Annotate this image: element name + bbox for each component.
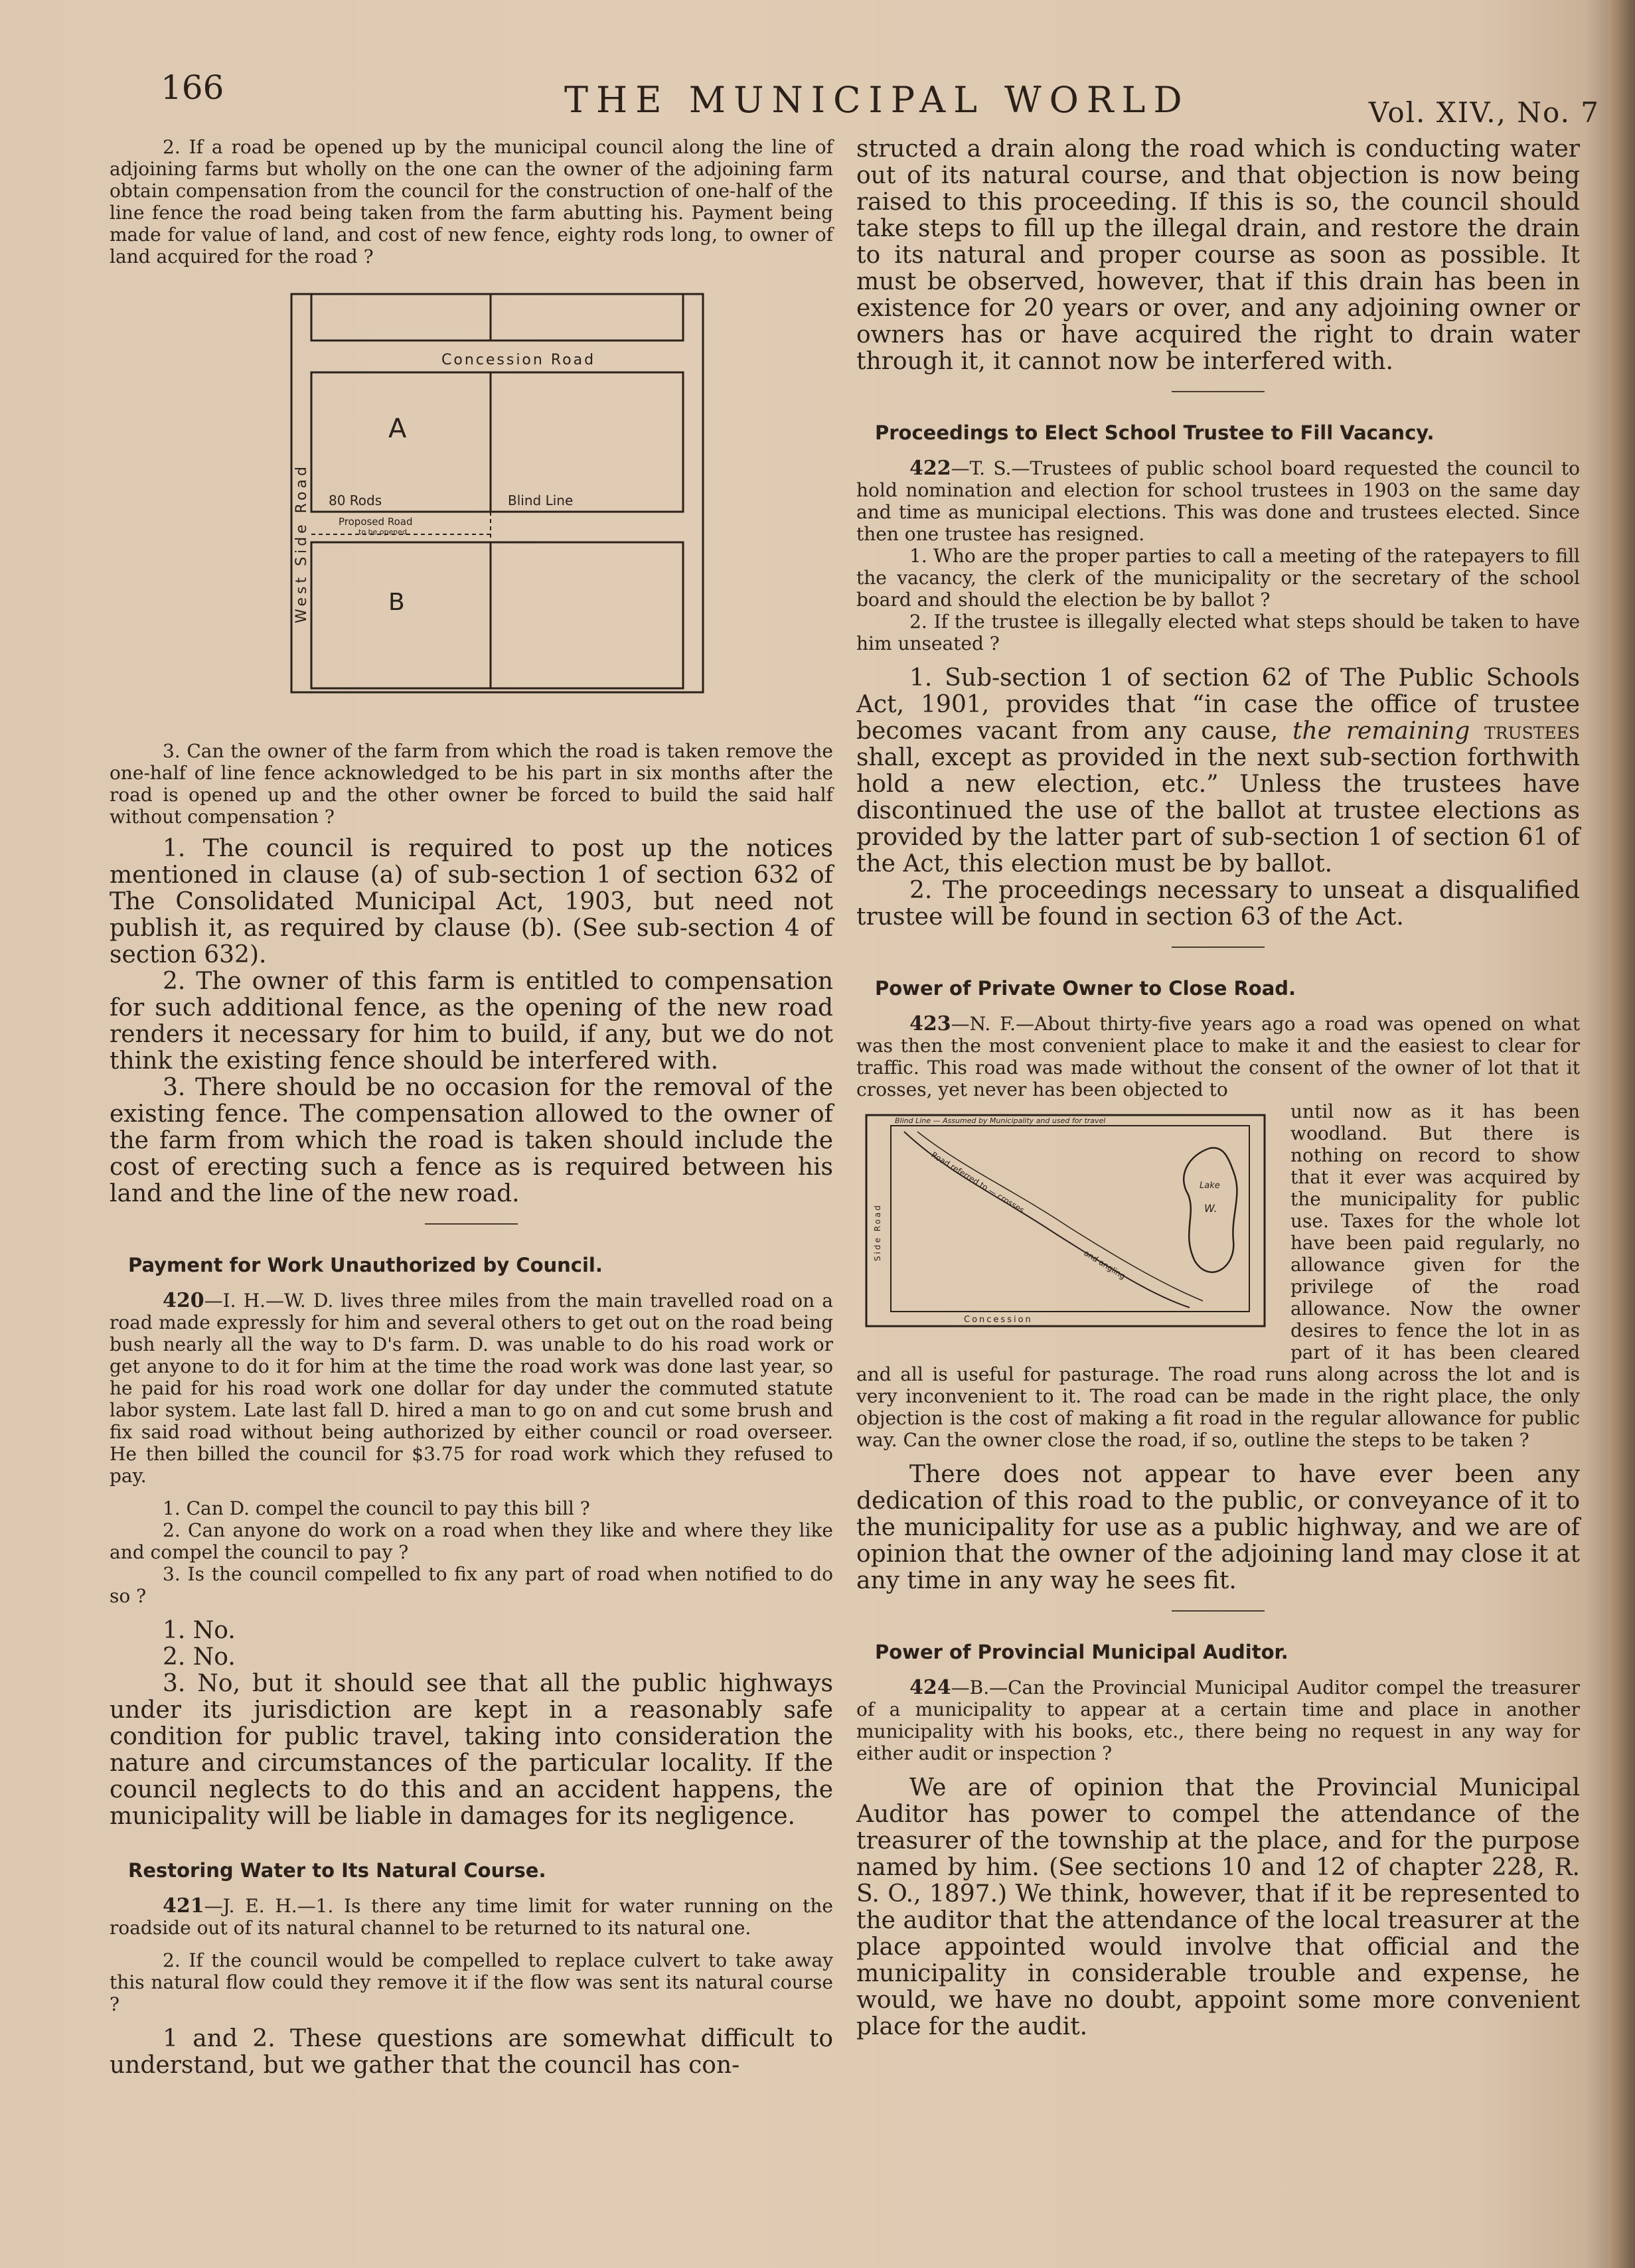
farm-b-label: B: [388, 589, 405, 616]
lot-a-east: [491, 372, 683, 512]
proposed-road-label: Proposed Road: [339, 516, 413, 528]
query-422: [856, 457, 1580, 545]
lake-w-label: W.: [1204, 1202, 1217, 1215]
book-spine: [1608, 0, 1635, 2268]
farm-diagram: [289, 291, 714, 716]
answer-420-1: 1. No.: [163, 1617, 236, 1644]
road-map-diagram: [864, 1102, 1276, 1344]
lake-label: Lake: [1200, 1181, 1220, 1191]
answer-423: There does not appear to have ever been any dedication of this road to the public, or conveyance of it to the municipality for use as a public highway, and we are of opinion that the owner of the adjoining land may close it at any time in any way he sees fit.: [856, 1461, 1580, 1594]
section-divider: [425, 1223, 518, 1225]
heading-420: Payment for Work Unauthorized by Council.: [128, 1254, 603, 1276]
west-side-road-label: West Side Road: [293, 463, 310, 623]
left-column: [110, 136, 833, 2079]
section-divider: [1172, 1610, 1265, 1612]
road-referred-label: Road referred to — crosses: [929, 1150, 1026, 1215]
page-number: 166: [161, 68, 224, 107]
answer-421: 1 and 2. These questions are somewhat difficult to understand, but we gather that the council has con-: [110, 2025, 833, 2079]
query-text-422: —T. S.—Trustees of public school board requested the council to hold nomination and election for school trustees in 1903 on the same day and time as municipal elections. This was done and trustees elected. Since then one trustee has resigned.: [856, 457, 1580, 545]
heading-423: Power of Private Owner to Close Road.: [875, 977, 1296, 1000]
answer-421-continued: structed a drain along the road which is conducting water out of its natural course, and that objection is now being raised to this proceeding. If this is so, the council should take steps to fill up the illegal drain, and restore the drain to its natural and proper course as soon as possible. It must be observed, however, that if this drain has been in existence for 20 years or over, and any adjoining owner or owners has or have acquired the right to drain water through it, it cannot now be interfered with.: [856, 135, 1580, 375]
query-number-421: 421: [163, 1894, 204, 1918]
query-424: [856, 1677, 1580, 1764]
query-number-423: 423: [909, 1012, 951, 1035]
answer-2: 2. The owner of this farm is entitled to compensation for such additional fence, as the opening of the new road renders it necessary for him to build, if any, but we do not think the existing fence should be interfered with.: [110, 968, 833, 1075]
query-number-424: 424: [909, 1676, 951, 1699]
question-420-3: 3. Is the council compelled to fix any part of road when notified to do so ?: [110, 1563, 833, 1607]
heading-424: Power of Provincial Municipal Auditor.: [875, 1641, 1288, 1663]
right-column: [856, 136, 1580, 2040]
query-number-420: 420: [163, 1289, 204, 1312]
query-421: [110, 1895, 833, 1939]
question-420-1: 1. Can D. compel the council to pay this bill ?: [163, 1497, 590, 1519]
page-header: [153, 63, 1600, 129]
answer-422-1: [856, 665, 1580, 877]
map-border: [866, 1115, 1265, 1326]
answer-420-2: 2. No.: [163, 1643, 236, 1671]
answer-422-1-part-b: shall, except as provided in the next sub-section forthwith hold a new election, etc.” Unless the trustees have discontinued the use of the ballot at trustee elections as provided by the latter part of sub-section 1 of section 61 of the Act, this election must be by ballot.: [856, 744, 1580, 877]
and-angling-label: and angling: [1082, 1248, 1127, 1282]
blind-line-label: Blind Line: [508, 492, 574, 508]
question-422-2: 2. If the trustee is illegally elected what steps should be taken to have him unseated ?: [856, 611, 1580, 654]
question-421-2: 2. If the council would be compelled to replace culvert to take away this natural flow could they remove it if the flow was sent its natural course ?: [110, 1949, 833, 2015]
answer-422-1-emphasis: the remaining: [1292, 718, 1470, 745]
rods-label: 80 Rods: [329, 492, 382, 508]
query-text-420: —I. H.—W. D. lives three miles from the main travelled road on a road made expressly for him and several others to get out on the road being bush nearly all the way to D's farm. D. was unable to do his road work or get anyone to do it for him at the time the road work was done last year, so he paid for his road work one dollar for day under the commuted statute labor system. Late last fall D. hired a man to go on and cut some brush and fix said road without being authorized by either council or road overseer. He then billed the council for $3.75 for road work which they refused to pay.: [110, 1290, 833, 1487]
side-road-map-label: Side Road: [873, 1203, 882, 1261]
section-divider: [1172, 391, 1265, 392]
answer-420-3: 3. No, but it should see that all the public highways under its jurisdiction are kept in a reasonably safe condition for public travel, taking into consideration the nature and circumstances of the particular locality. If the council neglects to do this and an accident happens, the municipality will be liable in damages for its negligence.: [110, 1670, 833, 1830]
concession-map-label: Concession: [964, 1315, 1033, 1325]
heading-421: Restoring Water to Its Natural Course.: [128, 1859, 546, 1882]
query-423: [856, 1013, 1580, 1100]
top-lot-right: [491, 294, 683, 340]
farm-a-label: A: [388, 414, 407, 444]
query-text-421: —J. E. H.—1. Is there any time limit for water running on the roadside out of its natural channel to be returned to its natural one.: [110, 1895, 833, 1939]
road-path-edge: [917, 1132, 1203, 1301]
answer-422-1-part-a: 1. Sub-section 1 of section 62 of The Public Schools Act, 1901, provides that “in case the office of trustee becomes vacant from any cause,: [856, 664, 1580, 745]
section-divider: [1172, 946, 1265, 948]
question-2: 2. If a road be opened up by the municipal council along the line of adjoining farms but wholly on the one can the owner of the adjoining farm obtain compensation from the council for the construction of one-half of the line fence the road being taken from the farm abutting his. Payment being made for value of land, and cost of new fence, eighty rods long, to owner of land acquired for the road ?: [110, 136, 833, 267]
answer-422-2: 2. The proceedings necessary to unseat a disqualified trustee will be found in section 63 of the Act.: [856, 877, 1580, 931]
query-number-422: 422: [909, 457, 951, 480]
answer-3: 3. There should be no occasion for the removal of the existing fence. The compensation allowed to the owner of the farm from which the road is taken should include the cost of erecting such a fence as is required between his land and the line of the new road.: [110, 1074, 833, 1207]
heading-422: Proceedings to Elect School Trustee to Fill Vacancy.: [875, 421, 1435, 444]
map-inner-border: [891, 1126, 1249, 1312]
query-text-423-a: —N. F.—About thirty-five years ago a road was opened on what was then the most convenient place to make it and the easiest to clear for traffic. This road was made without the consent of the owner of lot that it crosses, yet never has been objected to: [856, 1013, 1580, 1100]
query-text-424: —B.—Can the Provincial Municipal Auditor compel the treasurer of a municipality to appear at a certain time and place in another municipality with his books, etc., there being no request in any way for either audit or inspection ?: [856, 1677, 1580, 1764]
query-text-423-b: until now as it has been woodland. But there is nothing on record to show that it ever was acquired by the municipality for public use. Taxes for the whole lot have been paid regularly, no allowance given for the privilege of the road allowance. Now the owner desires to fence the lot in as part of it has been cleared and all is useful for pasturage. The road runs along across the lot and is very inconvenient to it. The road can be made in the right place, the only objection is the cost of making a fit road in the regular allowance for public way. Can the owner close the road, if so, outline the steps to be taken ?: [856, 1100, 1580, 1451]
lot-b-east: [491, 542, 683, 688]
to-be-opened-label: to be opened: [358, 528, 407, 536]
query-423-continued-wrap: [856, 1100, 1580, 1451]
journal-title: THE MUNICIPAL WORLD: [564, 79, 1190, 121]
question-3: 3. Can the owner of the farm from which the road is taken remove the one-half of line fence acknowledged to be his part in six months after the road is opened up and the other owner be forced to build the said half without compensation ?: [110, 740, 833, 828]
blind-line-map-label: Blind Line — Assumed by Municipality and used for travel: [895, 1116, 1106, 1125]
answer-1: 1. The council is required to post up the notices mentioned in clause (a) of sub-section 1 of section 632 of The Consolidated Municipal Act, 1903, but need not publish it, as required by clause (b). (See sub-section 4 of section 632).: [110, 835, 833, 968]
query-420: [110, 1290, 833, 1487]
question-422-1: 1. Who are the proper parties to call a meeting of the ratepayers to fill the vacancy, the clerk of the municipality or the secretary of the school board and should the election be by ballot ?: [856, 545, 1580, 611]
answer-424: We are of opinion that the Provincial Municipal Auditor has power to compel the attendance of the treasurer of the township at the place, and for the purpose named by him. (See sections 10 and 12 of chapter 228, R. S. O., 1897.) We think, however, that if it be represented to the auditor that the attendance of the local treasurer at the place appointed would involve that official and the municipality in considerable trouble and expense, he would, we have no doubt, appoint some more convenient place for the audit.: [856, 1774, 1580, 2040]
volume-issue: Vol. XIV., No. 7: [1368, 96, 1600, 129]
answer-422-1-small-caps: trustees: [1470, 718, 1580, 745]
concession-road-label: Concession Road: [441, 352, 596, 368]
top-lot-left: [311, 294, 491, 340]
question-420-2: 2. Can anyone do work on a road when they like and where they like and compel the council to pay ?: [110, 1519, 833, 1563]
